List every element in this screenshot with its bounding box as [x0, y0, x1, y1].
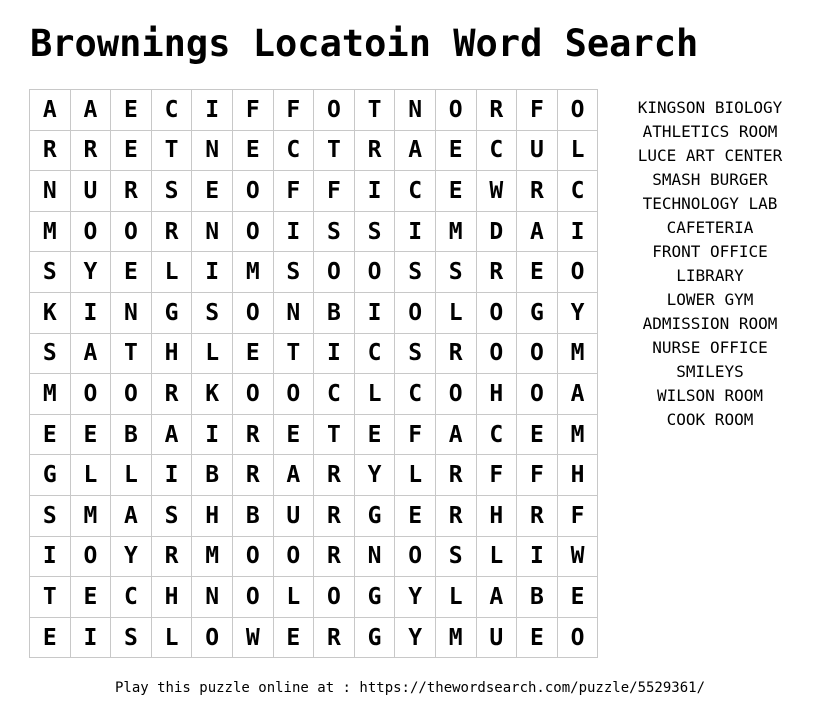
grid-cell[interactable]: L	[557, 130, 598, 171]
grid-cell[interactable]: R	[354, 130, 395, 171]
grid-cell[interactable]: N	[192, 577, 233, 618]
grid-cell[interactable]: M	[70, 495, 111, 536]
grid-cell[interactable]: E	[273, 617, 314, 658]
grid-cell[interactable]: E	[111, 90, 152, 131]
grid-cell[interactable]: Y	[557, 292, 598, 333]
grid-cell[interactable]: R	[435, 333, 476, 374]
grid-cell[interactable]: I	[354, 292, 395, 333]
grid-cell[interactable]: I	[354, 171, 395, 212]
grid-row	[30, 130, 598, 171]
grid-cell[interactable]: C	[395, 374, 436, 415]
grid-cell[interactable]: S	[395, 252, 436, 293]
word-list-item: LOWER GYM	[666, 290, 754, 309]
grid-cell[interactable]: C	[314, 374, 355, 415]
grid-cell[interactable]: F	[476, 455, 517, 496]
grid-row	[30, 211, 598, 252]
grid-cell[interactable]: O	[557, 617, 598, 658]
grid-cell[interactable]: L	[435, 577, 476, 618]
grid-cell[interactable]: O	[232, 171, 273, 212]
word-list-item: COOK ROOM	[666, 410, 754, 429]
grid-cell[interactable]: O	[111, 211, 152, 252]
grid-cell[interactable]: A	[476, 577, 517, 618]
word-list-item: NURSE OFFICE	[652, 338, 768, 357]
grid-cell[interactable]: O	[232, 211, 273, 252]
grid-cell[interactable]: E	[273, 414, 314, 455]
grid-cell[interactable]: B	[192, 455, 233, 496]
grid-cell[interactable]: Y	[70, 252, 111, 293]
grid-cell[interactable]: Y	[395, 577, 436, 618]
word-list-item: KINGSON BIOLOGY	[637, 98, 783, 117]
grid-cell[interactable]: E	[557, 577, 598, 618]
grid-cell[interactable]: G	[354, 495, 395, 536]
grid-cell[interactable]: M	[557, 414, 598, 455]
grid-cell[interactable]: N	[273, 292, 314, 333]
grid-cell[interactable]: A	[70, 333, 111, 374]
grid-cell[interactable]: S	[273, 252, 314, 293]
grid-cell[interactable]: F	[557, 495, 598, 536]
grid-cell[interactable]: O	[232, 536, 273, 577]
grid-cell[interactable]: R	[70, 130, 111, 171]
grid-row	[30, 292, 598, 333]
grid-cell[interactable]: D	[476, 211, 517, 252]
grid-cell[interactable]: F	[232, 90, 273, 131]
grid-cell[interactable]: C	[557, 171, 598, 212]
grid-row	[30, 536, 598, 577]
grid-cell[interactable]: I	[314, 333, 355, 374]
word-list-item: LUCE ART CENTER	[637, 146, 783, 165]
grid-row	[30, 333, 598, 374]
grid-cell[interactable]: S	[111, 617, 152, 658]
grid-cell[interactable]: C	[395, 171, 436, 212]
letter-grid	[29, 89, 598, 658]
grid-cell[interactable]: U	[70, 171, 111, 212]
grid-cell[interactable]: S	[151, 495, 192, 536]
grid-cell[interactable]: N	[192, 211, 233, 252]
grid-cell[interactable]: O	[111, 374, 152, 415]
grid-cell[interactable]: Y	[354, 455, 395, 496]
grid-cell[interactable]: U	[273, 495, 314, 536]
grid-cell[interactable]: O	[273, 536, 314, 577]
grid-cell[interactable]: L	[70, 455, 111, 496]
grid-cell[interactable]: E	[435, 130, 476, 171]
grid-row	[30, 252, 598, 293]
grid-cell[interactable]: R	[517, 495, 558, 536]
grid-cell[interactable]: K	[192, 374, 233, 415]
grid-cell[interactable]: M	[192, 536, 233, 577]
grid-cell[interactable]: I	[517, 536, 558, 577]
grid-cell[interactable]: L	[151, 252, 192, 293]
grid-cell[interactable]: L	[476, 536, 517, 577]
grid-cell[interactable]: A	[151, 414, 192, 455]
grid-cell[interactable]: R	[151, 211, 192, 252]
word-list-item: SMASH BURGER	[652, 170, 768, 189]
grid-cell[interactable]: I	[192, 252, 233, 293]
grid-cell[interactable]: U	[476, 617, 517, 658]
grid-cell[interactable]: I	[192, 414, 233, 455]
word-list-item: SMILEYS	[676, 362, 744, 381]
grid-cell[interactable]: R	[476, 90, 517, 131]
grid-cell[interactable]: A	[111, 495, 152, 536]
grid-cell[interactable]: R	[476, 252, 517, 293]
grid-cell[interactable]: O	[435, 90, 476, 131]
grid-cell[interactable]: H	[151, 577, 192, 618]
grid-cell[interactable]: L	[354, 374, 395, 415]
grid-cell[interactable]: E	[395, 495, 436, 536]
word-list-item: ADMISSION ROOM	[642, 314, 778, 333]
grid-cell[interactable]: E	[30, 617, 71, 658]
grid-cell[interactable]: G	[354, 617, 395, 658]
grid-cell[interactable]: E	[30, 414, 71, 455]
grid-cell[interactable]: N	[192, 130, 233, 171]
grid-cell[interactable]: N	[111, 292, 152, 333]
grid-cell[interactable]: O	[70, 536, 111, 577]
grid-cell[interactable]: L	[151, 617, 192, 658]
grid-cell[interactable]: S	[30, 252, 71, 293]
grid-cell[interactable]: B	[232, 495, 273, 536]
grid-cell[interactable]: C	[476, 130, 517, 171]
grid-row	[30, 171, 598, 212]
grid-cell[interactable]: A	[273, 455, 314, 496]
grid-cell[interactable]: R	[517, 171, 558, 212]
grid-cell[interactable]: E	[517, 252, 558, 293]
grid-cell[interactable]: E	[517, 414, 558, 455]
grid-cell[interactable]: W	[232, 617, 273, 658]
grid-cell[interactable]: B	[111, 414, 152, 455]
grid-cell[interactable]: L	[111, 455, 152, 496]
grid-cell[interactable]: L	[435, 292, 476, 333]
grid-cell[interactable]: Y	[395, 617, 436, 658]
word-list	[620, 96, 800, 432]
grid-cell[interactable]: E	[232, 130, 273, 171]
grid-cell[interactable]: U	[517, 130, 558, 171]
grid-cell[interactable]: R	[151, 536, 192, 577]
grid-row	[30, 617, 598, 658]
grid-cell[interactable]: E	[111, 130, 152, 171]
grid-row	[30, 414, 598, 455]
grid-cell[interactable]: N	[30, 171, 71, 212]
grid-cell[interactable]: A	[557, 374, 598, 415]
grid-cell[interactable]: A	[435, 414, 476, 455]
grid-cell[interactable]: G	[517, 292, 558, 333]
grid-cell[interactable]: O	[232, 292, 273, 333]
grid-cell[interactable]: O	[232, 374, 273, 415]
grid-cell[interactable]: O	[314, 90, 355, 131]
grid-cell[interactable]: K	[30, 292, 71, 333]
grid-cell[interactable]: W	[476, 171, 517, 212]
grid-cell[interactable]: B	[517, 577, 558, 618]
grid-cell[interactable]: E	[70, 577, 111, 618]
grid-cell[interactable]: O	[435, 374, 476, 415]
grid-cell[interactable]: S	[151, 171, 192, 212]
grid-cell[interactable]: E	[70, 414, 111, 455]
grid-cell[interactable]: O	[557, 90, 598, 131]
grid-cell[interactable]: Y	[111, 536, 152, 577]
grid-cell[interactable]: M	[232, 252, 273, 293]
grid-cell[interactable]: R	[151, 374, 192, 415]
grid-cell[interactable]: M	[435, 211, 476, 252]
grid-cell[interactable]: H	[476, 374, 517, 415]
grid-cell[interactable]: O	[517, 374, 558, 415]
grid-cell[interactable]: R	[232, 414, 273, 455]
grid-cell[interactable]: B	[314, 292, 355, 333]
grid-cell[interactable]: I	[192, 90, 233, 131]
grid-cell[interactable]: C	[111, 577, 152, 618]
grid-cell[interactable]: R	[314, 536, 355, 577]
grid-cell[interactable]: M	[557, 333, 598, 374]
grid-cell[interactable]: L	[273, 577, 314, 618]
grid-cell[interactable]: T	[314, 130, 355, 171]
grid-cell[interactable]: A	[395, 130, 436, 171]
word-list-item: FRONT OFFICE	[652, 242, 768, 261]
grid-cell[interactable]: C	[476, 414, 517, 455]
word-list-item: CAFETERIA	[666, 218, 754, 237]
grid-cell[interactable]: O	[557, 252, 598, 293]
grid-cell[interactable]: T	[30, 577, 71, 618]
grid-cell[interactable]: F	[395, 414, 436, 455]
word-list-item: TECHNOLOGY LAB	[642, 194, 778, 213]
word-list-item: WILSON ROOM	[657, 386, 763, 405]
grid-cell[interactable]: S	[395, 333, 436, 374]
grid-row	[30, 577, 598, 618]
grid-cell[interactable]: F	[314, 171, 355, 212]
grid-cell[interactable]: N	[354, 536, 395, 577]
grid-cell[interactable]: S	[30, 495, 71, 536]
grid-row	[30, 495, 598, 536]
grid-cell[interactable]: M	[435, 617, 476, 658]
grid-cell[interactable]: A	[517, 211, 558, 252]
grid-cell[interactable]: S	[314, 211, 355, 252]
grid-cell[interactable]: R	[314, 617, 355, 658]
grid-cell[interactable]: O	[70, 211, 111, 252]
grid-cell[interactable]: E	[192, 171, 233, 212]
grid-cell[interactable]: L	[192, 333, 233, 374]
grid-cell[interactable]: I	[70, 617, 111, 658]
grid-cell[interactable]: C	[354, 333, 395, 374]
puzzle-title: Brownings Locatoin Word Search	[30, 22, 699, 65]
grid-cell[interactable]: M	[30, 211, 71, 252]
grid-cell[interactable]: R	[111, 171, 152, 212]
grid-cell[interactable]: R	[232, 455, 273, 496]
grid-cell[interactable]: H	[557, 455, 598, 496]
grid-cell[interactable]: R	[30, 130, 71, 171]
grid-cell[interactable]: C	[151, 90, 192, 131]
grid-cell[interactable]: O	[476, 292, 517, 333]
grid-cell[interactable]: I	[30, 536, 71, 577]
grid-cell[interactable]: I	[557, 211, 598, 252]
grid-row	[30, 455, 598, 496]
grid-cell[interactable]: T	[273, 333, 314, 374]
grid-cell[interactable]: F	[517, 90, 558, 131]
grid-cell[interactable]: E	[111, 252, 152, 293]
grid-cell[interactable]: T	[354, 90, 395, 131]
grid-cell[interactable]: W	[557, 536, 598, 577]
grid-cell[interactable]: S	[435, 252, 476, 293]
grid-cell[interactable]: H	[151, 333, 192, 374]
grid-cell[interactable]: F	[273, 171, 314, 212]
grid-cell[interactable]: N	[395, 90, 436, 131]
grid-cell[interactable]: T	[111, 333, 152, 374]
grid-cell[interactable]: O	[517, 333, 558, 374]
play-online-footer: Play this puzzle online at : https://thewordsearch.com/puzzle/5529361/	[114, 680, 705, 696]
grid-cell[interactable]: F	[273, 90, 314, 131]
grid-cell[interactable]: E	[232, 333, 273, 374]
word-list-item: ATHLETICS ROOM	[642, 122, 778, 141]
grid-cell[interactable]: O	[232, 577, 273, 618]
grid-cell[interactable]: G	[151, 292, 192, 333]
grid-cell[interactable]: E	[435, 171, 476, 212]
grid-cell[interactable]: S	[435, 536, 476, 577]
grid-cell[interactable]: L	[395, 455, 436, 496]
grid-cell[interactable]: I	[273, 211, 314, 252]
grid-cell[interactable]: R	[435, 495, 476, 536]
grid-cell[interactable]: O	[273, 374, 314, 415]
grid-cell[interactable]: H	[476, 495, 517, 536]
grid-cell[interactable]: I	[70, 292, 111, 333]
grid-cell[interactable]: E	[517, 617, 558, 658]
word-list-item: LIBRARY	[676, 266, 744, 285]
grid-cell[interactable]: O	[314, 577, 355, 618]
grid-cell[interactable]: F	[517, 455, 558, 496]
grid-cell[interactable]: I	[151, 455, 192, 496]
grid-cell[interactable]: O	[354, 252, 395, 293]
grid-row	[30, 90, 598, 131]
grid-cell[interactable]: A	[30, 90, 71, 131]
grid-cell[interactable]: E	[354, 414, 395, 455]
grid-cell[interactable]: S	[354, 211, 395, 252]
grid-cell[interactable]: O	[192, 617, 233, 658]
grid-cell[interactable]: M	[30, 374, 71, 415]
grid-cell[interactable]: T	[151, 130, 192, 171]
grid-cell[interactable]: O	[476, 333, 517, 374]
grid-cell[interactable]: H	[192, 495, 233, 536]
grid-cell[interactable]: O	[395, 292, 436, 333]
grid-cell[interactable]: C	[273, 130, 314, 171]
grid-row	[30, 374, 598, 415]
grid-cell[interactable]: R	[314, 495, 355, 536]
grid-cell[interactable]: T	[314, 414, 355, 455]
grid-cell[interactable]: S	[30, 333, 71, 374]
grid-cell[interactable]: I	[395, 211, 436, 252]
grid-cell[interactable]: R	[314, 455, 355, 496]
grid-cell[interactable]: G	[30, 455, 71, 496]
grid-cell[interactable]: G	[354, 577, 395, 618]
grid-cell[interactable]: S	[192, 292, 233, 333]
grid-cell[interactable]: O	[395, 536, 436, 577]
grid-cell[interactable]: A	[70, 90, 111, 131]
grid-cell[interactable]: O	[70, 374, 111, 415]
grid-cell[interactable]: R	[435, 455, 476, 496]
grid-cell[interactable]: O	[314, 252, 355, 293]
